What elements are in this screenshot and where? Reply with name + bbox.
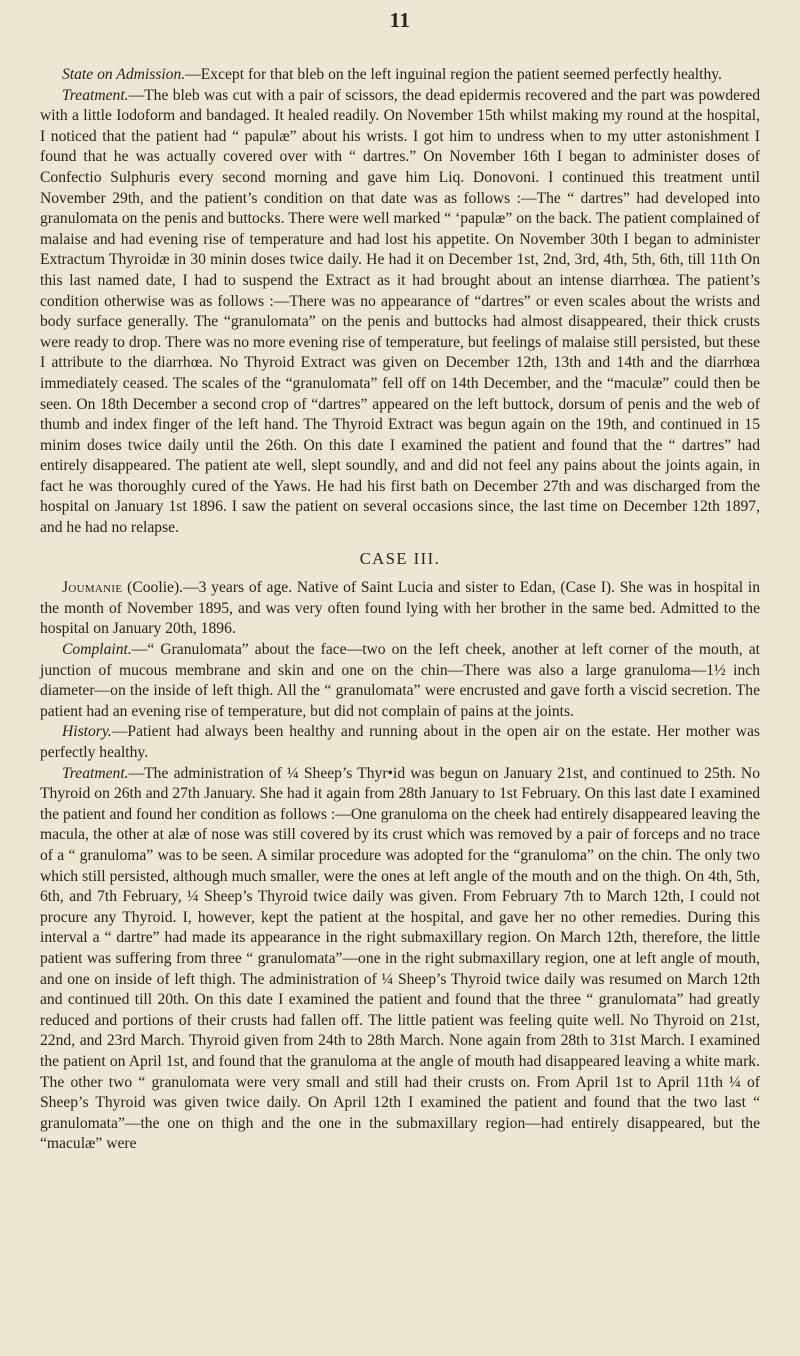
paragraph-heading: State on Admission.: [62, 66, 186, 83]
paragraph-text: —The bleb was cut with a pair of scissors, the dead epidermis recovered and the part was powdered with a little Iodoform and bandaged. It healed readily. On November 15th whilst making my round at the hospital, I noticed that the patient had “ papulæ” about his wrists. I got him to undress when to my utter astonishment I found that he was actually covered over with “ dartres.” On November 16th I began to administer doses of Confectio Sulphuris every second morning and gave him Liq. Donovoni. I continued this treatment until November 29th, and the patient’s condition on that date was as follows :—The “ dartres” had developed into granulomata on the penis and buttocks. There were well marked “ ‘papulæ” on the back. The patient complained of malaise and had evening rise of temperature and had lost his appetite. On November 30th I began to administer Extractum Thyroidæ in 30 minin doses twice daily. He had it on December 1st, 2nd, 3rd, 4th, 5th, 6th, till 11th On this last named date, I had to suspend the Extract as it had brought about an intense diarrhœa. The patient’s condition otherwise was as follows :—There was no appearance of “dartres” or even scales about the wrists and body surface generally. The “granulomata” on the penis and buttocks had almost disappeared, their thick crusts were ready to drop. There was no more evening rise of temperature, but feelings of malaise still persisted, but these I attribute to the diarrhœa. No Thyroid Extract was given on December 12th, 13th and 14th and the diarrhœa immediately ceased. The scales of the “granulomata” fell off on 14th December, and the “maculæ” could then be seen. On 18th December a second crop of “dartres” appeared on the left buttock, dorsum of penis and the web of thumb and index finger of the left hand. The Thyroid Extract was begun again on the 19th, and continued in 15 minim doses twice daily until the 26th. On this date I examined the patient and found that the “ dartres” had entirely disappeared. The patient ate well, slept soundly, and and did not feel any pains about the joints again, in fact he was thoroughly cured of the Yaws. He had his first bath on December 27th and was discharged from the hospital on January 1st 1896. I saw the patient on several occasions since, the last time on December 12th 1897, and he had no relapse.: [40, 86, 760, 537]
paragraph-text: (Coolie).—3 years of age. Native of Saint Lucia and sister to Edan, (Case I). She was in hospital in the month of November 1895, and was very often found lying with her brother in the same bed. Admitted to the hospital on January 20th, 1896.: [40, 579, 760, 638]
paragraph-state-on-admission: [40, 65, 760, 86]
paragraph-text: —Except for that bleb on the left inguinal region the patient seemed perfectly healthy.: [185, 66, 722, 83]
paragraph-treatment-case-3: [40, 764, 760, 1155]
paragraph-treatment: [40, 86, 760, 539]
paragraph-complaint: [40, 640, 760, 722]
page-number: 11: [389, 8, 411, 32]
paragraph-text: —Patient had always been healthy and running about in the open air on the estate. Her mother was perfectly healthy.: [40, 723, 760, 761]
paragraph-heading: Treatment.: [62, 764, 129, 782]
paragraph-history: [40, 722, 760, 763]
paragraph-heading: Treatment.: [62, 86, 129, 104]
paragraph-text: —“ Granulomata” about the face—two on the left cheek, another at left corner of the mouth, at junction of mucous membrane and skin and one on the chin—There was also a large granuloma—1½ inch diameter—on the inside of left thigh. All the “ granulomata” were encrusted and gave forth a viscid secretion. The patient had an evening rise of temperature, but did not complain of pains at the joints.: [40, 641, 760, 720]
paragraph-heading: History.: [62, 723, 112, 741]
case-heading: CASE III.: [359, 548, 441, 568]
paragraph-text: —The administration of ¼ Sheep’s Thyr•id was begun on January 21st, and continued to 25th. No Thyroid on 26th and 27th January. She had it again from 28th January to 1st February. On this last date I examined the patient and found her condition as follows :—One granuloma on the cheek had entirely disappeared leaving the macula, the other at alæ of nose was still covered by its crust which was removed by a pair of forceps and no trace of a “ granuloma” was to be seen. A similar procedure was adopted for the “granuloma” on the chin. The only two which still persisted, although much smaller, were the ones at left angle of the mouth and on the thigh. On 4th, 5th, 6th, and 7th February, ¼ Sheep’s Thyroid twice daily was given. From February 7th to March 12th, I could not procure any Thyroid. I, however, kept the patient at the hospital, and gave her no other remedies. During this interval a “ dartre” had made its appearance in the right submaxillary region. On March 12th, therefore, the little patient was suffering from three “ granulomata”—one in the right submaxillary region, one at left angle of mouth, and one on inside of left thigh. The administration of ¼ Sheep’s Thyroid twice daily was resumed on March 12th and continued till 20th. On this date I examined the patient and found that the three “ granulomata” had greatly reduced and portions of their crusts had fallen off. The little patient was feeling quite well. No Thyroid on 21st, 22nd, and 23rd March. Thyroid given from 24th to 28th March. None again from 28th to 31st March. I examined the patient on April 1st, and found that the granuloma at the angle of mouth had disappeared leaving a white mark. The other two “ granulomata were very small and still had their crusts on. From April 1st to April 11th ¼ of Sheep’s Thyroid was given twice daily. On April 12th I examined the patient and found that the two last “ granulomata”—the one on thigh and the one in the submaxillary region—had entirely disappeared, but the “maculæ” were: [40, 764, 760, 1153]
paragraph-case-intro: [40, 578, 760, 640]
body-text: [40, 65, 760, 1155]
paragraph-heading: Complaint.: [62, 641, 132, 659]
patient-name: Joumanie: [62, 579, 123, 597]
